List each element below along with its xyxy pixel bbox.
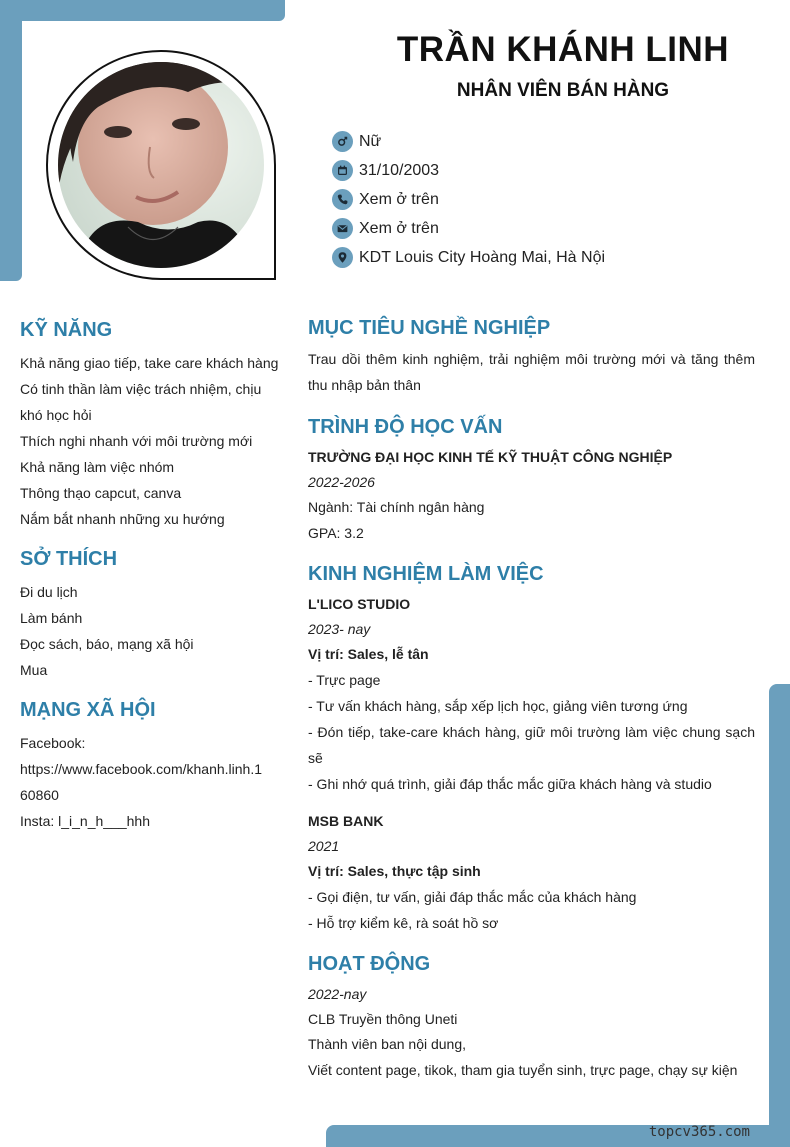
job-position: Vị trí: Sales, lễ tân: [308, 646, 429, 662]
candidate-name: TRẦN KHÁNH LINH: [396, 30, 730, 69]
contact-phone: [332, 189, 439, 210]
activity-line: Viết content page, tikok, tham gia tuyển sinh, trực page, chạy sự kiện: [308, 1062, 738, 1078]
contact-gender: [332, 131, 381, 152]
task-item: - Gọi điện, tư vấn, giải đáp thắc mắc của khách hàng: [308, 889, 637, 905]
contact-address: [332, 247, 605, 268]
social-link[interactable]: 60860: [20, 787, 59, 803]
education-gpa: GPA: 3.2: [308, 525, 364, 541]
job-position: Vị trí: Sales, thực tập sinh: [308, 863, 481, 879]
contact-email: [332, 218, 439, 239]
company-name: MSB BANK: [308, 813, 384, 829]
education-major: Ngành: Tài chính ngân hàng: [308, 499, 485, 515]
contact-birthday-text: 31/10/2003: [359, 161, 440, 179]
experience-heading: KINH NGHIỆM LÀM VIỆC: [308, 563, 544, 585]
list-item: Insta: l_i_n_h___hhh: [20, 813, 150, 829]
hobbies-heading: SỞ THÍCH: [20, 548, 118, 570]
job-period: 2023- nay: [308, 621, 371, 637]
job-title: NHÂN VIÊN BÁN HÀNG: [456, 80, 670, 101]
list-item: Làm bánh: [20, 610, 83, 626]
activity-period: 2022-nay: [308, 986, 367, 1002]
school-name: TRƯỜNG ĐẠI HỌC KINH TẾ KỸ THUẬT CÔNG NGHIỆP: [308, 449, 673, 465]
decor-bar-right: [769, 684, 790, 1147]
profile-photo-frame: [46, 50, 276, 280]
hobbies-list: [20, 579, 285, 683]
education-years: 2022-2026: [308, 473, 375, 490]
contact-birthday: [332, 160, 439, 181]
calendar-icon: [332, 160, 353, 181]
list-item: Đọc sách, báo, mạng xã hội: [20, 636, 194, 652]
decor-bar-top: [0, 0, 285, 21]
objective-text: Trau dồi thêm kinh nghiệm, trải nghiệm môi trường mới và tăng thêm thu nhập bản thân: [308, 351, 755, 393]
activities-block: [308, 982, 755, 1083]
gender-icon: [332, 131, 353, 152]
list-item: Thông thạo capcut, canva: [20, 485, 182, 501]
skills-heading: KỸ NĂNG: [20, 319, 113, 341]
task-item: - Trực page: [308, 672, 381, 688]
list-item: Facebook:: [20, 735, 86, 751]
job-period: 2021: [308, 838, 340, 854]
list-item: khó học hỏi: [20, 407, 92, 423]
email-icon: [332, 218, 353, 239]
watermark: topcv365.com: [648, 1124, 750, 1140]
contact-phone-text: Xem ở trên: [359, 190, 439, 208]
experience-job-1: [308, 592, 755, 797]
company-name: L'LICO STUDIO: [308, 596, 411, 612]
list-item: Có tinh thần làm việc trách nhiệm, chịu: [20, 381, 262, 397]
activity-line: Thành viên ban nội dung,: [308, 1036, 467, 1052]
decor-bar-left: [0, 0, 22, 281]
list-item: Khả năng làm việc nhóm: [20, 459, 175, 475]
education-heading: TRÌNH ĐỘ HỌC VẤN: [308, 416, 503, 438]
social-heading: MẠNG XÃ HỘI: [20, 699, 156, 721]
task-item: - Đón tiếp, take-care khách hàng, giữ môi trường làm việc chung sạch sẽ: [308, 724, 755, 766]
contact-address-text: KDT Louis City Hoàng Mai, Hà Nội: [359, 248, 606, 266]
location-icon: [332, 247, 353, 268]
list-item: Khả năng giao tiếp, take care khách hàng: [20, 355, 279, 371]
list-item: Nắm bắt nhanh những xu hướng: [20, 511, 225, 527]
social-link[interactable]: https://www.facebook.com/khanh.linh.1: [20, 761, 263, 777]
skills-list: [20, 350, 285, 532]
task-item: - Tư vấn khách hàng, sắp xếp lịch học, giảng viên tương ứng: [308, 698, 688, 714]
education-block: [308, 445, 755, 546]
phone-icon: [332, 189, 353, 210]
list-item: Đi du lịch: [20, 584, 78, 600]
task-item: - Ghi nhớ quá trình, giải đáp thắc mắc giữa khách hàng và studio: [308, 776, 712, 792]
profile-photo: [58, 62, 264, 268]
social-list: [20, 730, 285, 834]
experience-job-2: [308, 809, 755, 936]
task-item: - Hỗ trợ kiểm kê, rà soát hồ sơ: [308, 915, 499, 931]
activity-line: CLB Truyền thông Uneti: [308, 1011, 458, 1027]
activities-heading: HOẠT ĐỘNG: [308, 953, 431, 975]
list-item: Mua: [20, 662, 48, 678]
contact-gender-text: Nữ: [359, 132, 382, 150]
objective-heading: MỤC TIÊU NGHỀ NGHIỆP: [308, 317, 551, 339]
contact-email-text: Xem ở trên: [359, 219, 439, 237]
list-item: Thích nghi nhanh với môi trường mới: [20, 433, 253, 449]
